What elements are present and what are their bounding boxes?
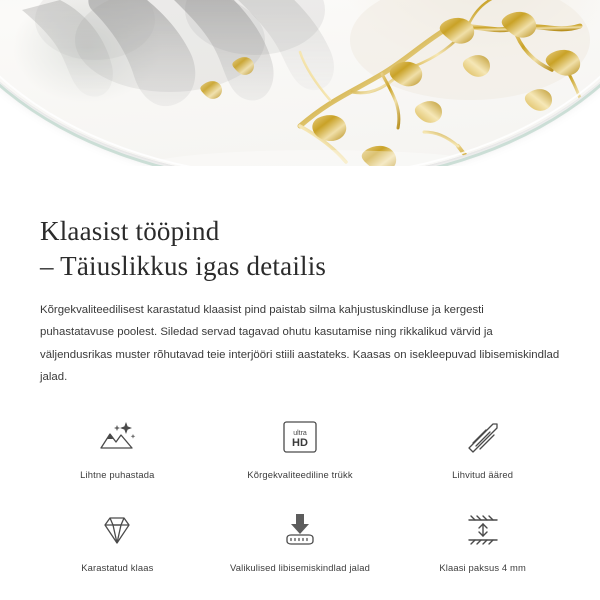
thickness-icon bbox=[460, 507, 506, 553]
feature-item-glass-thickness bbox=[391, 507, 574, 574]
feature-label: Klaasi paksus 4 mm bbox=[439, 562, 526, 574]
feature-label: Karastatud klaas bbox=[81, 562, 154, 574]
feature-item-tempered-glass bbox=[26, 507, 209, 574]
svg-text:ultra: ultra bbox=[293, 430, 307, 438]
text-content bbox=[0, 192, 600, 388]
feature-item-easy-clean bbox=[26, 414, 209, 481]
svg-text:HD: HD bbox=[292, 437, 308, 450]
glass-plate-shape bbox=[0, 0, 600, 180]
headline-line-1: Klaasist tööpind bbox=[40, 216, 220, 246]
hero-image bbox=[0, 0, 600, 192]
feature-label: Valikulised libisemiskindlad jalad bbox=[230, 562, 370, 574]
feature-item-ultra-hd-print bbox=[209, 414, 392, 481]
feature-label: Kõrgekvaliteediline trükk bbox=[247, 469, 353, 481]
headline-line-2: – Täiuslikkus igas detailis bbox=[40, 250, 327, 281]
feature-label: Lihtne puhastada bbox=[80, 469, 155, 481]
polished-edges-icon bbox=[460, 414, 506, 460]
feature-grid bbox=[0, 414, 600, 574]
body-paragraph: Kõrgekvaliteedilisest karastatud klaasist pind paistab silma kahjustuskindluse ja kergesti puhastatavuse poolest. Siledad servad tagavad ohutu kasutamise ning rikkalikud värvid ja väljendusrikas muster rõhutavad teie interjööri stiili aastateks. Kaasas on isekleepuvad libisemiskindlad jalad. bbox=[40, 304, 560, 383]
sparkle-mountain-icon bbox=[94, 414, 140, 460]
page-title bbox=[40, 214, 560, 283]
feature-item-anti-slip-feet bbox=[209, 507, 392, 574]
diamond-icon bbox=[94, 507, 140, 553]
feature-item-polished-edges bbox=[391, 414, 574, 481]
anti-slip-feet-icon bbox=[277, 507, 323, 553]
ultra-hd-icon bbox=[277, 414, 323, 460]
feature-label: Lihvitud ääred bbox=[452, 469, 514, 481]
